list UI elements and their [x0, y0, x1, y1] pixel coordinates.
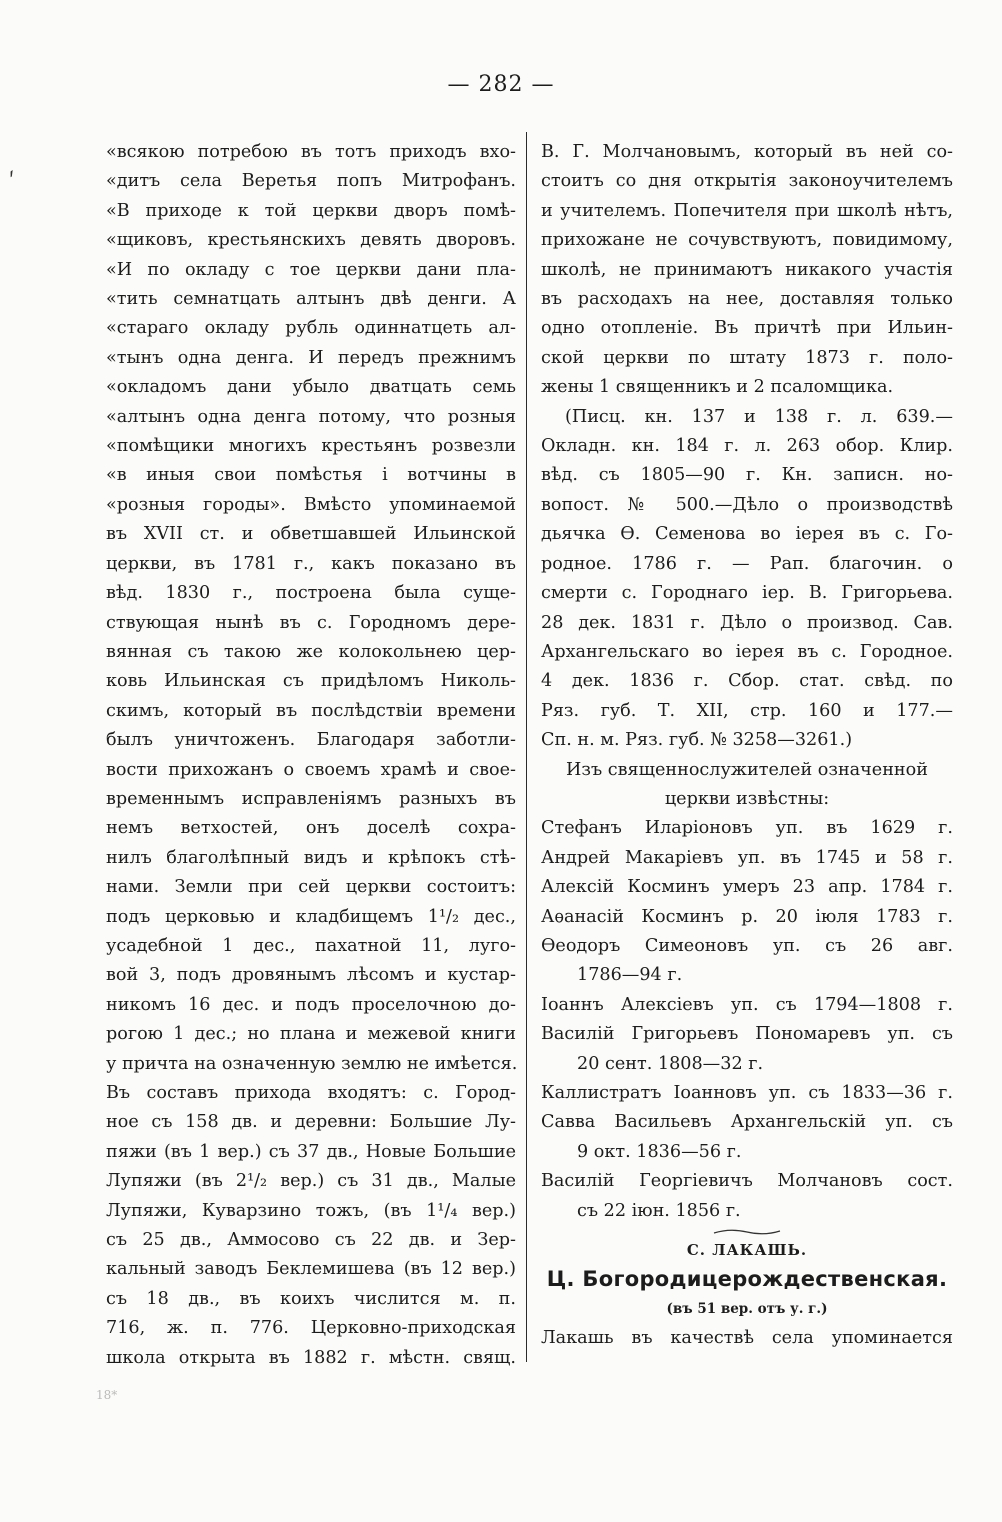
text-line: «алтынъ одна денга потому, что розныя [106, 406, 516, 427]
source-line: Ряз. губ. Т. XII, стр. 160 и 177.— [541, 700, 953, 721]
sources-paragraph [541, 403, 953, 756]
clergy-dates: 9 окт. 1836—56 г. [577, 1141, 742, 1162]
clergy-name: Савва Васильевъ Архангельскій уп. съ [541, 1112, 953, 1133]
text-line: скимъ, который въ послѣдствіи времени [106, 700, 516, 721]
text-line: прихожане не сочувствуютъ, повидимому, [541, 230, 953, 251]
text-line: нилъ благолѣпный видъ и крѣпокъ стѣ- [106, 847, 516, 868]
text-line: и учителемъ. Попечителя при школѣ нѣтъ, [541, 200, 953, 221]
text-line: «в иныя свои помѣстья і вотчины в [106, 465, 516, 486]
left-column [106, 138, 516, 1373]
text-line: «дитъ села Веретья попъ Митрофанъ. [106, 171, 516, 192]
church-distance: (въ 51 вер. отъ у. г.) [666, 1300, 828, 1317]
text-line: «помѣщики многихъ крестьянъ розвезли [106, 436, 516, 457]
clergy-entry [541, 1020, 953, 1079]
source-line: Окладн. кн. 184 г. л. 263 обор. Клир. [541, 436, 953, 457]
text-line: «щиковъ, крестьянскихъ девять дворовъ. [106, 230, 516, 251]
text-line: въ XVII ст. и обветшавшей Ильинской [106, 524, 516, 545]
text-line: временнымъ исправленіямъ разныхъ въ [106, 788, 516, 809]
text-line: «тить семнатцать алтынъ двѣ денги. А [106, 289, 516, 310]
text-line: вянная съ такою же колокольнею цер- [106, 641, 516, 662]
text-line: В. Г. Молчановымъ, который въ ней со- [541, 142, 953, 162]
clergy-entry [541, 903, 953, 932]
clergy-entry [541, 873, 953, 902]
text-line: усадебной 1 дес., пахатной 11, луго- [106, 935, 516, 956]
text-line: «всякою потребою въ тотъ приходъ вхо- [106, 142, 516, 162]
text-line: съ 25 дв., Аммосово съ 22 дв. и Зер- [106, 1230, 516, 1251]
clergy-name: Андрей Макаріевъ уп. въ 1745 и 58 г. [541, 847, 953, 868]
text-line: подъ церковью и кладбищемъ 1¹/₂ дес., [106, 906, 516, 927]
text-line: съ 18 дв., въ коихъ числится м. п. [106, 1288, 516, 1309]
text-line: «стараго окладу рубль одиннатцеть ал- [106, 318, 516, 339]
source-line: родное. 1786 г. — Рап. благочин. о [541, 553, 953, 574]
clergy-entry [541, 814, 953, 843]
text-line: «окладомъ дани убыло дватцать семь [106, 377, 516, 398]
text-line: въ расходахъ на нее, доставляя только [541, 289, 953, 310]
clergy-entry [541, 844, 953, 873]
source-line: 4 дек. 1836 г. Сбор. стат. свѣд. по [541, 671, 953, 692]
clergy-name: Василій Георгіевичъ Молчановъ сост. [541, 1171, 953, 1192]
text-line: Въ составъ прихода входятъ: с. Город- [106, 1083, 516, 1103]
text-line: школа открыта въ 1882 г. мѣстн. свящ. [106, 1347, 516, 1368]
source-line: вопост. № 500.—Дѣло о производствѣ [541, 494, 953, 515]
clergy-dates: съ 22 іюн. 1856 г. [577, 1200, 741, 1221]
clergy-name: Алексій Косминъ умеръ 23 апр. 1784 г. [541, 877, 953, 898]
column-divider [526, 132, 527, 1362]
source-line: 28 дек. 1831 г. Дѣло о производ. Сав. [541, 612, 953, 633]
text-line: вѣд. 1830 г., построена была суще- [106, 583, 516, 604]
clergy-name: Ѳеодоръ Симеоновъ уп. съ 26 авг. [541, 935, 953, 956]
text-line: Лупяжи, Куварзино тожъ, (въ 1¹/₄ вер.) [106, 1200, 516, 1221]
text-line: нами. Земли при сей церкви состоитъ: [106, 877, 516, 898]
ornament-swash [712, 1228, 782, 1236]
clergy-name: Аѳанасій Косминъ р. 20 іюля 1783 г. [541, 906, 953, 927]
text-line: одно отопленіе. Въ причтѣ при Ильин- [541, 318, 953, 339]
clergy-entry [541, 1079, 953, 1108]
text-line: стоитъ со дня открытія законоучителемъ [541, 171, 953, 192]
text-line: рогою 1 дес.; но плана и межевой книги [106, 1024, 516, 1045]
text-line: церкви, въ 1781 г., какъ показано въ [106, 553, 516, 574]
text-line: «тынъ одна денга. И передъ прежнимъ [106, 347, 516, 368]
text-line: «И по окладу с тое церкви дани пла- [106, 259, 516, 280]
text-line: ковь Ильинская съ придѣломъ Николь- [106, 671, 516, 692]
clergy-list [541, 814, 953, 1226]
source-line: дьячка Ѳ. Семенова во іерея въ с. Го- [541, 524, 953, 545]
last-line: Лакашь въ качествѣ села упоминается [541, 1328, 953, 1349]
text-line: вости прихожанъ о своемъ храмѣ и свое- [106, 759, 516, 780]
clergy-entry [541, 1108, 953, 1167]
text-line: жены 1 священникъ и 2 псаломщика. [541, 377, 894, 398]
text-line: ствующая нынѣ въ с. Городномъ дере- [106, 612, 516, 633]
clergy-entry [541, 991, 953, 1020]
footer-signature: 18* [96, 1388, 118, 1402]
clergy-name: Іоаннъ Алексіевъ уп. съ 1794—1808 г. [541, 994, 953, 1015]
text-line: 716, ж. п. 776. Церковно-приходская [106, 1318, 516, 1339]
source-line: Архангельскаго во іерея въ с. Городное. [541, 641, 953, 662]
clergy-name: Каллистратъ Іоанновъ уп. съ 1833—36 г. [541, 1083, 953, 1103]
text-line: немъ ветхостей, онъ доселѣ сохра- [106, 818, 516, 839]
text-line: школѣ, не принимаютъ никакого участія [541, 259, 953, 280]
page-number: — 282 — [447, 72, 555, 97]
text-line: Лупяжи (въ 2¹/₂ вер.) съ 31 дв., Малые [106, 1171, 516, 1192]
intro-line: церкви извѣстны: [664, 788, 830, 809]
source-line: Сп. н. м. Ряз. губ. № 3258—3261.) [541, 730, 853, 751]
text-line: пяжи (въ 1 вер.) съ 37 дв., Новые Большие [106, 1141, 516, 1162]
text-line: «В приходе к той церкви дворъ помѣ- [106, 200, 516, 221]
clergy-dates: 1786—94 г. [577, 965, 683, 986]
school-paragraph [541, 138, 953, 403]
text-line: былъ уничтоженъ. Благодаря заботли- [106, 730, 516, 751]
text-line: «розныя городы». Вмѣсто упоминаемой [106, 494, 516, 515]
clergy-name: Стефанъ Иларіоновъ уп. въ 1629 г. [541, 818, 953, 839]
church-heading: Ц. Богородицерождественская. [546, 1267, 948, 1292]
source-line: вѣд. съ 1805—90 г. Кн. записн. но- [541, 465, 953, 486]
clergy-dates: 20 сент. 1808—32 г. [577, 1053, 764, 1074]
text-line: ное съ 158 дв. и деревни: Большие Лу- [106, 1112, 516, 1133]
text-line: у причта на означенную землю не имѣется. [106, 1053, 518, 1074]
source-line: смерти с. Городнаго іер. В. Григорьева. [541, 583, 953, 604]
margin-mark: ˊ [2, 166, 31, 200]
source-line: (Писц. кн. 137 и 138 г. л. 639.— [565, 406, 953, 427]
clergy-intro [541, 756, 953, 815]
text-line: кальный заводъ Беклемишева (въ 12 вер.) [106, 1259, 516, 1280]
text-line: никомъ 16 дес. и подъ проселочною до- [106, 994, 516, 1015]
right-column [541, 138, 953, 1354]
text-line: ской церкви по штату 1873 г. поло- [541, 347, 953, 368]
text-line: вой 3, подъ дровянымъ лѣсомъ и кустар- [106, 965, 516, 986]
village-heading: С. ЛАКАШЬ. [686, 1241, 808, 1260]
clergy-name: Василій Григорьевъ Пономаревъ уп. съ [541, 1024, 953, 1045]
clergy-entry [541, 932, 953, 991]
clergy-entry [541, 1167, 953, 1226]
intro-line: Изъ священнослужителей означенной [566, 759, 928, 780]
